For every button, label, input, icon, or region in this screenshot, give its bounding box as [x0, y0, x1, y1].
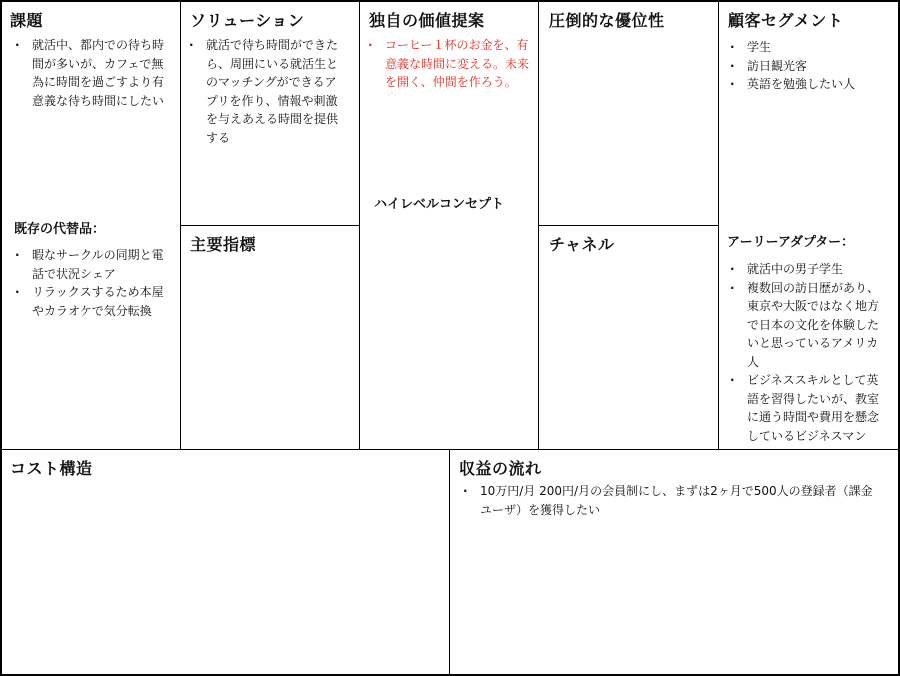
- list-item: · 10万円/月 200円/月の会員制にし、まずは2ヶ月で500人の登録者（課金ユーザ）を獲得したい: [458, 482, 873, 519]
- list-item: · 就活で待ち時間ができたら、周囲にいる就活生とのマッチングができるアプリを作り、情報や刺激を与えあえる時間を提供する: [184, 36, 348, 147]
- customer-segments-title: 顧客セグメント: [728, 11, 844, 30]
- alternatives-title: 既存の代替品：: [14, 222, 106, 237]
- revenue-streams-list: [458, 482, 873, 519]
- revenue-streams-title: 収益の流れ: [459, 459, 542, 478]
- uvp-list: [363, 36, 531, 92]
- list-item: · 訪日観光客: [725, 57, 885, 76]
- list-item: · コーヒー１杯のお金を、有意義な時間に変える。未来を開く、仲間を作ろう。: [363, 36, 531, 92]
- uvp-block: [360, 0, 538, 449]
- cost-structure-title: コスト構造: [10, 459, 93, 478]
- list-item: · 複数回の訪日歴があり、東京や大阪ではなく地方で日本の文化を体験したいと思っているアメリカ人: [725, 279, 885, 372]
- list-item: · 学生: [725, 38, 885, 57]
- customer-segments-list: [725, 38, 885, 94]
- early-adopters-list: [725, 260, 885, 445]
- solution-list: [184, 36, 348, 147]
- list-item: · ビジネススキルとして英語を習得したいが、教室に通う時間や費用を懸念しているビジネスマン: [725, 371, 885, 445]
- key-metrics-block: [181, 226, 359, 449]
- solution-title: ソリューション: [190, 11, 305, 30]
- unfair-advantage-title: 圧倒的な優位性: [549, 11, 665, 30]
- list-item: · 就活中、都内での待ち時間が多いが、カフェで無為に時間を過ごすより有意義な待ち時間にしたい: [10, 36, 174, 110]
- revenue-streams-block: [450, 450, 898, 675]
- problem-block: [0, 0, 180, 449]
- list-item: · 就活中の男子学生: [725, 260, 885, 279]
- list-item: · リラックスするため本屋やカラオケで気分転換: [10, 283, 174, 320]
- uvp-title: 独自の価値提案: [369, 11, 485, 30]
- problem-title: 課題: [10, 11, 44, 30]
- list-item: · 暇なサークルの同期と電話で状況シェア: [10, 246, 174, 283]
- cost-structure-block: [0, 450, 449, 675]
- channels-block: [539, 226, 718, 449]
- solution-block: [181, 0, 359, 225]
- early-adopters-title: アーリーアダプター：: [727, 235, 855, 250]
- customer-segments-block: [719, 0, 898, 449]
- outer-border-right: [898, 0, 900, 676]
- list-item: · 英語を勉強したい人: [725, 75, 885, 94]
- key-metrics-title: 主要指標: [190, 235, 257, 254]
- channels-title: チャネル: [549, 235, 615, 254]
- high-level-concept-label: ハイレベルコンセプト: [374, 197, 505, 212]
- problem-list: [10, 36, 174, 110]
- unfair-advantage-block: [539, 0, 718, 225]
- alternatives-list: [10, 246, 174, 320]
